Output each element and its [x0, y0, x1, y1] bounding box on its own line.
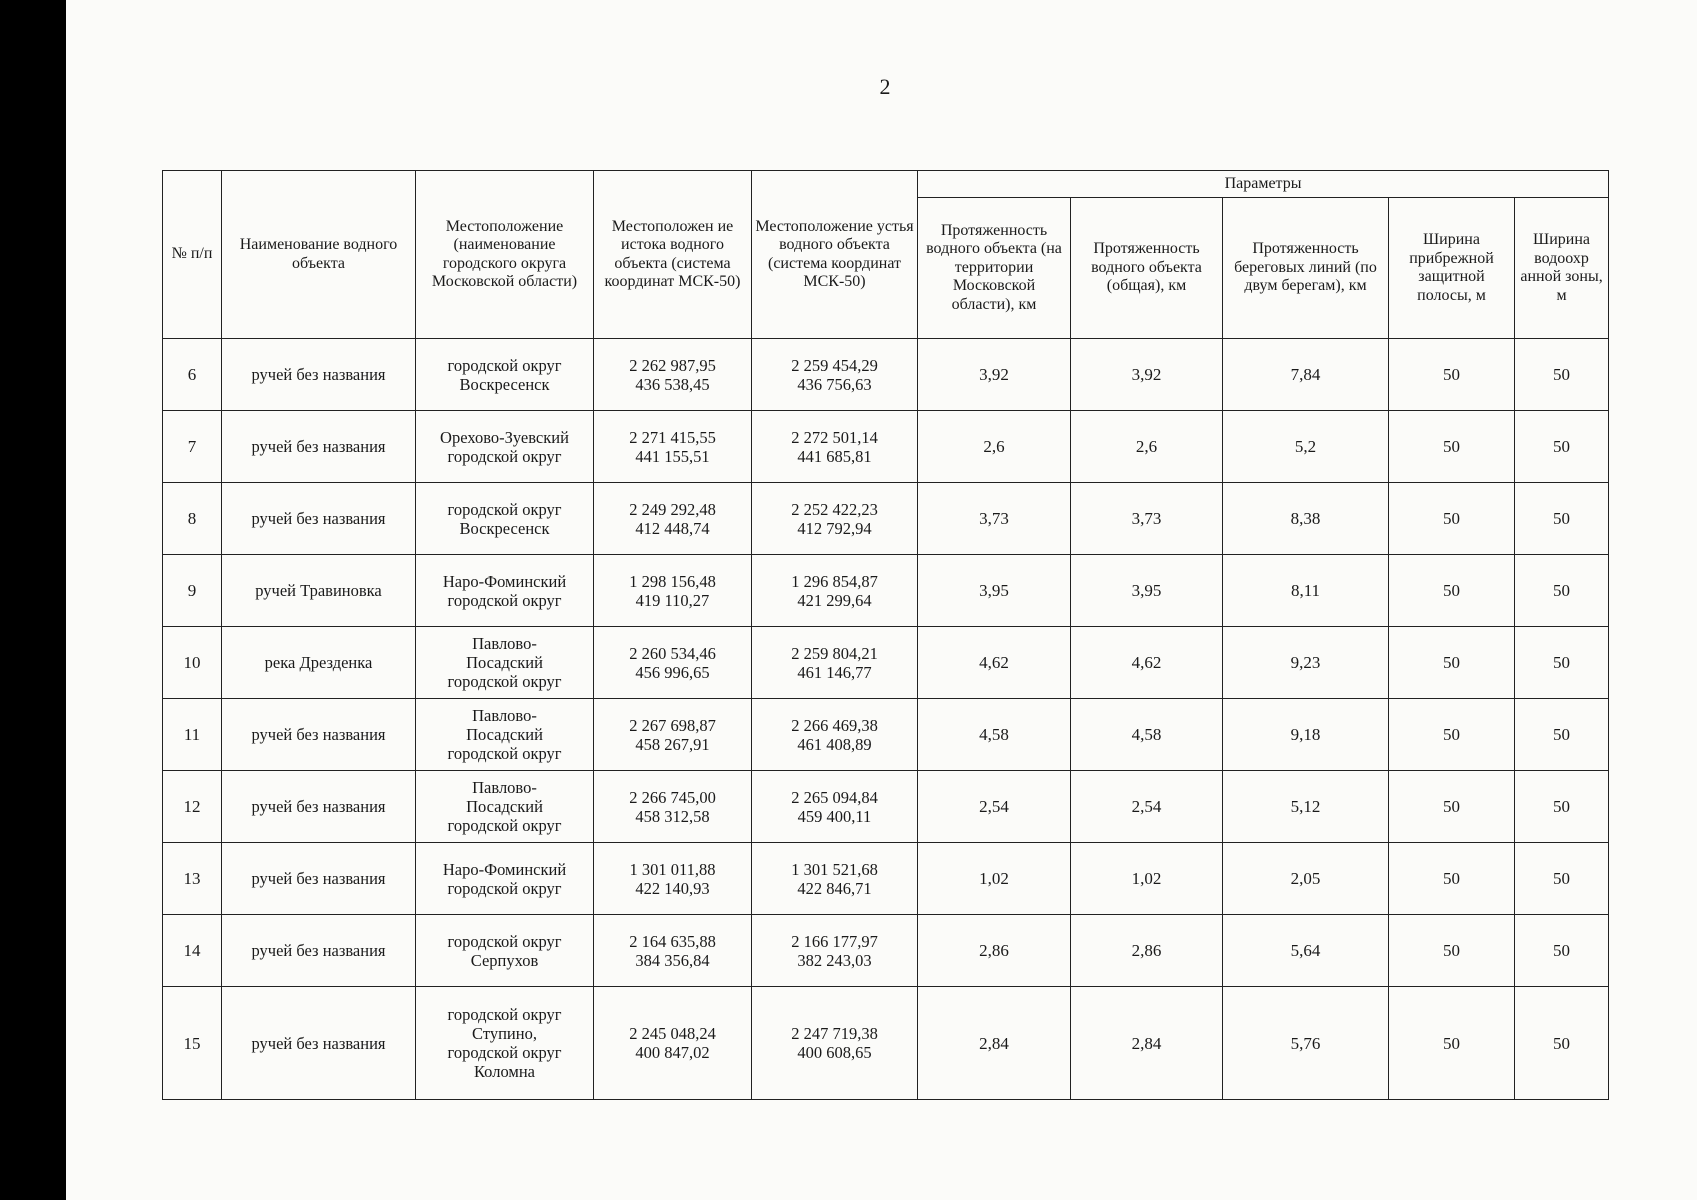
cell-mouth: 2 272 501,14 441 685,81 [752, 411, 918, 483]
cell-name: ручей без названия [222, 339, 416, 411]
table-row [163, 339, 1609, 411]
cell-num: 14 [163, 915, 222, 987]
cell-buffer: 50 [1389, 555, 1515, 627]
header-name: Наименование водного объекта [222, 171, 416, 339]
header-length-mo: Протяженность водного объекта (на территории Московской области), км [918, 198, 1071, 339]
cell-mouth: 2 247 719,38 400 608,65 [752, 987, 918, 1100]
cell-name: ручей без названия [222, 699, 416, 771]
cell-shoreline: 8,11 [1223, 555, 1389, 627]
cell-num: 6 [163, 339, 222, 411]
cell-length-mo: 2,54 [918, 771, 1071, 843]
cell-zone: 50 [1515, 627, 1609, 699]
cell-num: 15 [163, 987, 222, 1100]
cell-buffer: 50 [1389, 627, 1515, 699]
cell-length-total: 4,62 [1071, 627, 1223, 699]
cell-zone: 50 [1515, 339, 1609, 411]
cell-length-total: 2,84 [1071, 987, 1223, 1100]
cell-buffer: 50 [1389, 915, 1515, 987]
cell-buffer: 50 [1389, 483, 1515, 555]
header-num: № п/п [163, 171, 222, 339]
cell-location: городской округ Ступино, городской округ Коломна [416, 987, 594, 1100]
cell-name: ручей без названия [222, 843, 416, 915]
header-row-top [163, 171, 1609, 198]
cell-zone: 50 [1515, 555, 1609, 627]
cell-source: 2 267 698,87 458 267,91 [594, 699, 752, 771]
cell-shoreline: 9,23 [1223, 627, 1389, 699]
table-row [163, 987, 1609, 1100]
cell-zone: 50 [1515, 843, 1609, 915]
cell-source: 2 266 745,00 458 312,58 [594, 771, 752, 843]
cell-name: ручей без названия [222, 483, 416, 555]
cell-buffer: 50 [1389, 339, 1515, 411]
scan-edge [0, 0, 66, 1200]
cell-shoreline: 8,38 [1223, 483, 1389, 555]
table-row [163, 843, 1609, 915]
table-row [163, 699, 1609, 771]
cell-length-mo: 2,6 [918, 411, 1071, 483]
cell-buffer: 50 [1389, 411, 1515, 483]
cell-length-total: 3,92 [1071, 339, 1223, 411]
cell-zone: 50 [1515, 915, 1609, 987]
page-number: 2 [879, 74, 891, 99]
cell-mouth: 2 259 804,21 461 146,77 [752, 627, 918, 699]
table-row [163, 483, 1609, 555]
cell-length-mo: 3,92 [918, 339, 1071, 411]
cell-length-total: 2,54 [1071, 771, 1223, 843]
cell-length-total: 2,6 [1071, 411, 1223, 483]
cell-location: городской округ Воскресенск [416, 339, 594, 411]
cell-location: Павлово- Посадский городской округ [416, 699, 594, 771]
header-location: Местоположение (наименование городского округа Московской области) [416, 171, 594, 339]
cell-length-total: 3,73 [1071, 483, 1223, 555]
cell-source: 1 301 011,88 422 140,93 [594, 843, 752, 915]
cell-source: 2 249 292,48 412 448,74 [594, 483, 752, 555]
cell-zone: 50 [1515, 987, 1609, 1100]
cell-num: 11 [163, 699, 222, 771]
table-row [163, 411, 1609, 483]
cell-location: городской округ Воскресенск [416, 483, 594, 555]
cell-location: городской округ Серпухов [416, 915, 594, 987]
cell-shoreline: 2,05 [1223, 843, 1389, 915]
cell-name: ручей без названия [222, 771, 416, 843]
cell-name: река Дрезденка [222, 627, 416, 699]
cell-buffer: 50 [1389, 699, 1515, 771]
cell-mouth: 2 259 454,29 436 756,63 [752, 339, 918, 411]
header-mouth: Местоположение устья водного объекта (система координат МСК-50) [752, 171, 918, 339]
cell-zone: 50 [1515, 411, 1609, 483]
cell-shoreline: 5,2 [1223, 411, 1389, 483]
header-length-total: Протяженность водного объекта (общая), км [1071, 198, 1223, 339]
cell-mouth: 1 301 521,68 422 846,71 [752, 843, 918, 915]
cell-num: 8 [163, 483, 222, 555]
table-row [163, 627, 1609, 699]
cell-num: 12 [163, 771, 222, 843]
cell-location: Наро-Фоминский городской округ [416, 843, 594, 915]
cell-shoreline: 5,76 [1223, 987, 1389, 1100]
cell-source: 1 298 156,48 419 110,27 [594, 555, 752, 627]
cell-shoreline: 5,64 [1223, 915, 1389, 987]
cell-source: 2 245 048,24 400 847,02 [594, 987, 752, 1100]
cell-mouth: 2 265 094,84 459 400,11 [752, 771, 918, 843]
water-objects-table [162, 170, 1609, 1100]
cell-location: Наро-Фоминский городской округ [416, 555, 594, 627]
cell-name: ручей без названия [222, 411, 416, 483]
table-body [163, 339, 1609, 1100]
cell-location: Павлово- Посадский городской округ [416, 627, 594, 699]
cell-location: Орехово-Зуевский городской округ [416, 411, 594, 483]
cell-mouth: 2 252 422,23 412 792,94 [752, 483, 918, 555]
cell-zone: 50 [1515, 771, 1609, 843]
table-row [163, 915, 1609, 987]
cell-name: ручей без названия [222, 915, 416, 987]
cell-length-mo: 1,02 [918, 843, 1071, 915]
header-source: Местоположен ие истока водного объекта (система координат МСК-50) [594, 171, 752, 339]
cell-length-mo: 3,73 [918, 483, 1071, 555]
cell-buffer: 50 [1389, 843, 1515, 915]
cell-length-mo: 4,58 [918, 699, 1071, 771]
cell-shoreline: 7,84 [1223, 339, 1389, 411]
cell-length-mo: 3,95 [918, 555, 1071, 627]
table-row [163, 771, 1609, 843]
cell-mouth: 2 166 177,97 382 243,03 [752, 915, 918, 987]
header-protect-zone: Ширина водоохр анной зоны, м [1515, 198, 1609, 339]
cell-zone: 50 [1515, 483, 1609, 555]
cell-num: 10 [163, 627, 222, 699]
header-buffer-strip: Ширина прибрежной защитной полосы, м [1389, 198, 1515, 339]
cell-length-total: 1,02 [1071, 843, 1223, 915]
cell-num: 7 [163, 411, 222, 483]
cell-source: 2 271 415,55 441 155,51 [594, 411, 752, 483]
cell-num: 9 [163, 555, 222, 627]
cell-length-mo: 2,84 [918, 987, 1071, 1100]
cell-num: 13 [163, 843, 222, 915]
cell-length-total: 2,86 [1071, 915, 1223, 987]
cell-source: 2 262 987,95 436 538,45 [594, 339, 752, 411]
cell-source: 2 164 635,88 384 356,84 [594, 915, 752, 987]
cell-mouth: 2 266 469,38 461 408,89 [752, 699, 918, 771]
header-params: Параметры [918, 171, 1609, 198]
table-row [163, 555, 1609, 627]
cell-buffer: 50 [1389, 771, 1515, 843]
cell-zone: 50 [1515, 699, 1609, 771]
header-shoreline: Протяженность береговых линий (по двум берегам), км [1223, 198, 1389, 339]
cell-source: 2 260 534,46 456 996,65 [594, 627, 752, 699]
cell-mouth: 1 296 854,87 421 299,64 [752, 555, 918, 627]
cell-length-total: 3,95 [1071, 555, 1223, 627]
cell-length-mo: 4,62 [918, 627, 1071, 699]
cell-location: Павлово- Посадский городской округ [416, 771, 594, 843]
cell-shoreline: 9,18 [1223, 699, 1389, 771]
cell-name: ручей Травиновка [222, 555, 416, 627]
cell-length-total: 4,58 [1071, 699, 1223, 771]
cell-length-mo: 2,86 [918, 915, 1071, 987]
cell-name: ручей без названия [222, 987, 416, 1100]
cell-shoreline: 5,12 [1223, 771, 1389, 843]
cell-buffer: 50 [1389, 987, 1515, 1100]
